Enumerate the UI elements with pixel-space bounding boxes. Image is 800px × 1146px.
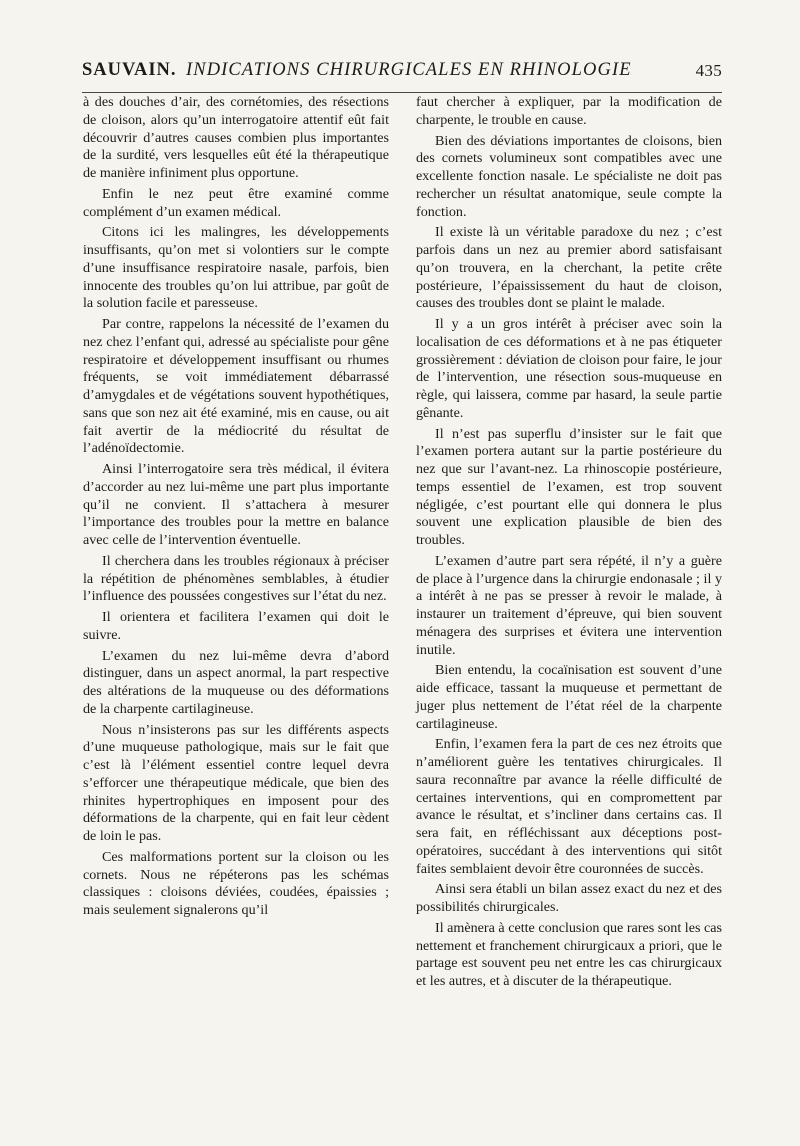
paragraph: Il y a un gros intérêt à préciser avec soin la localisation de ces déformations et à ne pas étiqueter grossièrement : déviation de cloison pour faire, le jour de l’intervention, une résection sous-muqueuse en règle, qui laissera, comme par hasard, la seule partie gênante. — [416, 316, 722, 421]
paragraph: Nous n’insisterons pas sur les différents aspects d’une muqueuse pathologique, mais sur le fait que c’est là l’élément essentiel contre lequel devra s’efforcer une thérapeutique médicale, que bien des rhinites hypertrophiques en imposent pour des déformations de la charpente, qui en fait leur cèdent de loin le pas. — [83, 721, 389, 844]
running-header — [82, 60, 722, 90]
paragraph: Enfin, l’examen fera la part de ces nez étroits que n’améliorent guère les tentatives chirurgicales. Il saura reconnaître par avance la réelle difficulté de certaines interventions, qui en compromettent par avance le résultat, et s’incliner dans certains cas. Il sera fait, en réfléchissant aux déceptions post-opératoires, succédant à des interventions qui sitôt faites semblaient devoir être couronnées de succès. — [416, 736, 722, 877]
header-author: SAUVAIN. — [82, 60, 177, 80]
paragraph: Il cherchera dans les troubles régionaux à préciser la répétition de phénomènes semblables, à étudier l’influence des poussées congestives sur l’état du nez. — [83, 552, 389, 605]
paragraph: Bien entendu, la cocaïnisation est souvent d’une aide efficace, tassant la muqueuse et permettant de juger plus nettement de l’état réel de la charpente cartilagineuse. — [416, 662, 722, 732]
paragraph: Ces malformations portent sur la cloison ou les cornets. Nous ne répéterons pas les schémas classiques : cloisons déviées, coudées, épaissies ; mais seulement signalerons qu’il — [83, 848, 389, 918]
paragraph: Bien des déviations importantes de cloisons, bien des cornets volumineux sont compatibles avec une excellente fonction nasale. Le spécialiste ne doit pas rechercher un résultat anatomique, seule compte la fonction. — [416, 132, 722, 220]
paragraph: Ainsi sera établi un bilan assez exact du nez et des possibilités chirurgicales. — [416, 881, 722, 915]
paragraph: faut chercher à expliquer, par la modification de charpente, le trouble en cause. — [416, 94, 722, 128]
paragraph: Il orientera et facilitera l’examen qui doit le suivre. — [83, 609, 389, 643]
paragraph: Ainsi l’interrogatoire sera très médical, il évitera d’accorder au nez lui-même une part plus importante qu’il ne convient. Il s’attachera à mesurer l’importance des troubles pour la mettre en balance avec celle de l’intervention éventuelle. — [83, 461, 389, 548]
paragraph: L’examen d’autre part sera répété, il n’y a guère de place à l’urgence dans la chirurgie endonasale ; il y a intérêt à ne pas se presser à revoir le malade, à instaurer un traitement d’épreuve, qui bien souvent ménagera des surprises et évitera une intervention inutile. — [416, 552, 722, 658]
left-column — [83, 94, 389, 923]
right-column — [416, 94, 722, 994]
paragraph: Citons ici les malingres, les développements insuffisants, qu’on met si volontiers sur le compte d’une insuffisance respiratoire nasale, parfois, bien innocente des troubles qu’on lui attribue, par goût de la solution facile et paresseuse. — [83, 224, 389, 312]
paragraph: Il n’est pas superflu d’insister sur le fait que l’examen portera autant sur la partie postérieure du nez que sur l’avant-nez. La rhinoscopie postérieure, temps essentiel de l’examen, est trop souvent négligée, c’est pourtant elle qui donnera le plus souvent une explication plausible de bien des troubles. — [416, 425, 722, 548]
paragraph: Il amènera à cette conclusion que rares sont les cas nettement et franchement chirurgicaux a priori, que le partage est souvent peu net entre les cas chirurgicaux et les autres, et à discuter de la thérapeutique. — [416, 919, 722, 989]
header-rule — [82, 92, 722, 93]
paragraph: à des douches d’air, des cornétomies, des résections de cloison, alors qu’un interrogatoire attentif eût fait découvrir d’autres causes combien plus importantes de la surdité, vers lesquelles eût été la thérapeutique de manière infiniment plus opportune. — [83, 94, 389, 181]
paragraph: Par contre, rappelons la nécessité de l’examen du nez chez l’enfant qui, adressé au spécialiste pour gêne respiratoire et développement insuffisant ou rhumes fréquents, se voit immédiatement débarrassé d’amygdales et de végétations souvent hypothétiques, sans que son nez ait été examiné, mis en cause, ou ait fait avertir de la médiocrité du résultat de l’adénoïdectomie. — [83, 316, 389, 457]
page-number: 435 — [695, 61, 722, 80]
header-title: INDICATIONS CHIRURGICALES EN RHINOLOGIE — [186, 60, 632, 80]
paragraph: Il existe là un véritable paradoxe du nez ; c’est parfois dans un nez au premier abord satisfaisant qu’on trouvera, en la cherchant, la petite crête postérieure, l’épaississement du haut de cloison, causes des troubles dont se plaint le malade. — [416, 224, 722, 312]
paragraph: Enfin le nez peut être examiné comme complément d’un examen médical. — [83, 185, 389, 220]
paragraph: L’examen du nez lui-même devra d’abord distinguer, dans un aspect anormal, la part respective des altérations de la muqueuse ou des déformations de la charpente cartilagineuse. — [83, 647, 389, 717]
